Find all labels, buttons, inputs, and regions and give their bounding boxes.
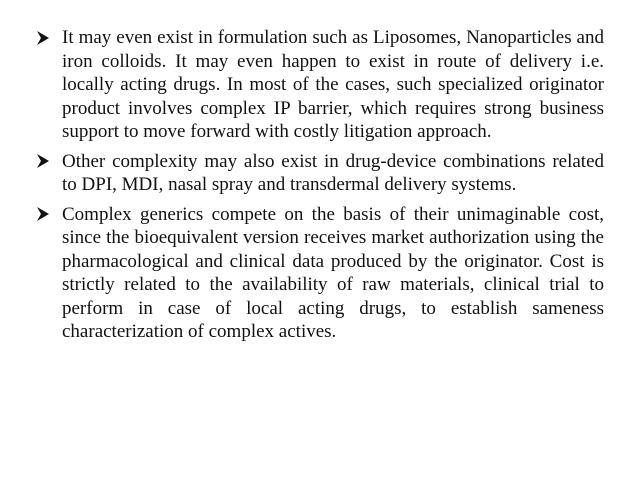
bullet-list [36,26,604,350]
bullet-text: Complex generics compete on the basis of their unimaginable cost, since the bioequivalent version receives market authorization using the pharmacological and clinical data produced by the originator. Cost is strictly related to the availability of raw materials, clinical trial to perform in case of local acting drugs, to establish sameness characterization of complex actives. [62,203,604,342]
bullet-text: It may even exist in formulation such as Liposomes, Nanoparticles and iron colloids. It may even happen to exist in route of delivery i.e. locally acting drugs. In most of the cases, such specialized originator product involves complex IP barrier, which requires strong business support to move forward with costly litigation approach. [62,27,604,142]
arrowhead-bullet-icon [36,150,54,173]
arrowhead-bullet-icon [36,203,54,226]
arrowhead-bullet-icon [36,26,54,49]
bullet-text: Other complexity may also exist in drug-device combinations related to DPI, MDI, nasal spray and transdermal delivery systems. [62,150,604,195]
bullet-item [36,150,604,197]
bullet-item [36,26,604,144]
bullet-item [36,203,604,344]
